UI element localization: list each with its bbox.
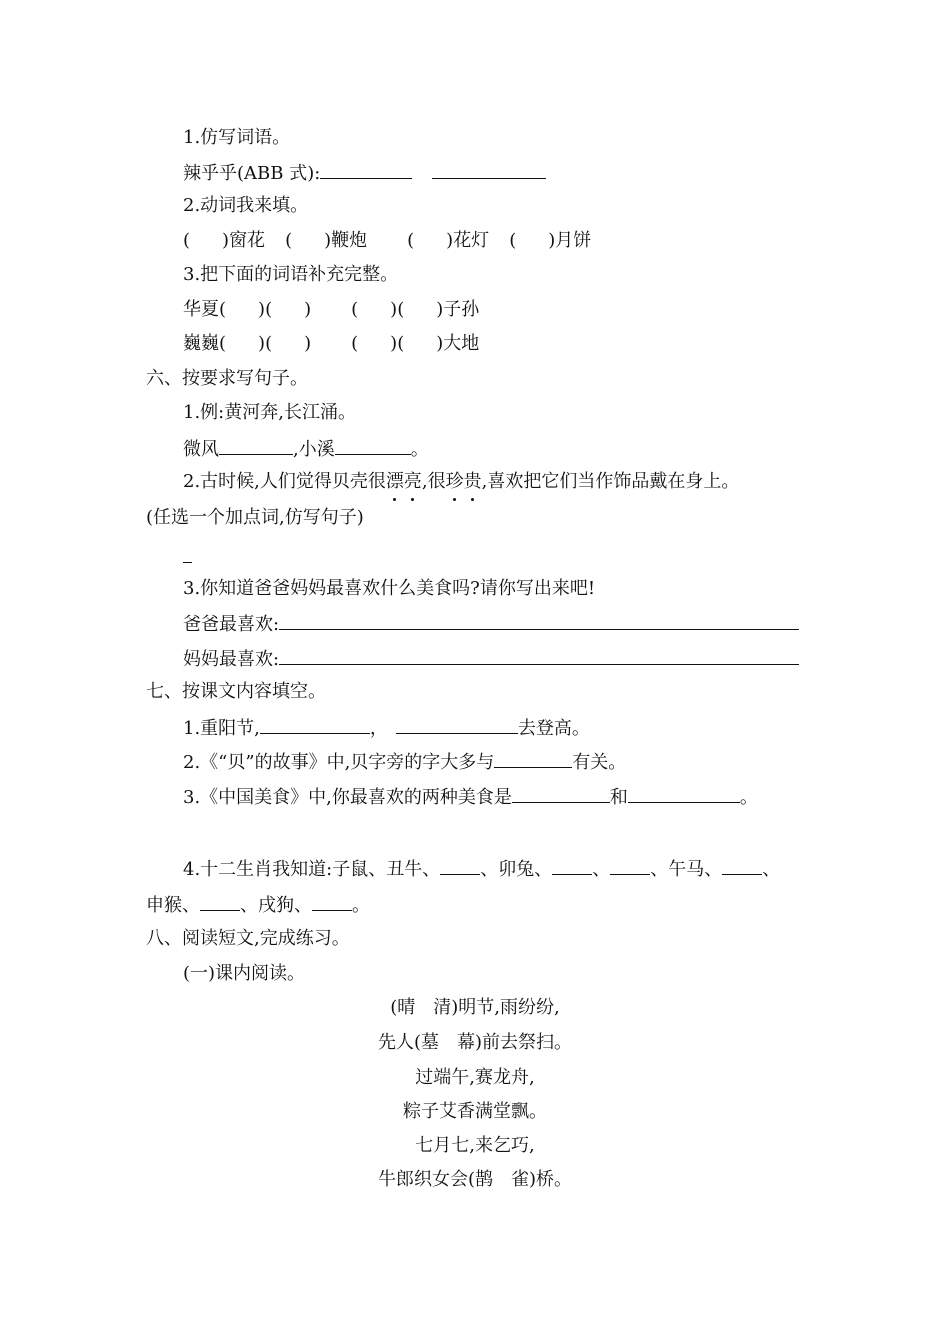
- q7-text: 、: [762, 859, 781, 880]
- answer-blank[interactable]: [610, 856, 650, 875]
- answer-blank[interactable]: [260, 715, 370, 734]
- q5-item2-title: 2.动词我来填。: [183, 195, 309, 216]
- poem-line: 牛郎织女会(鹊 雀)桥。: [377, 1169, 573, 1190]
- paren-blank[interactable]: (: [397, 299, 405, 320]
- dotted-char: 珍: [445, 471, 464, 492]
- answer-blank[interactable]: [279, 646, 799, 665]
- paren-blank[interactable]: (: [351, 333, 359, 354]
- q7-item2-row: [183, 749, 626, 775]
- q7-title: 七、按课文内容填空。: [146, 681, 326, 702]
- q6-item3-title: 3.你知道爸爸妈妈最喜欢什么美食吗?请你写出来吧!: [183, 578, 596, 599]
- poem-line: 过端午,赛龙舟,: [415, 1067, 535, 1088]
- q7-text: 3.《中国美食》中,你最喜欢的两种美食是: [183, 787, 512, 808]
- q7-text: 。: [739, 787, 758, 808]
- q7-item1-row: [183, 715, 590, 741]
- dotted-char: 贵: [463, 471, 482, 492]
- q5-item2-word: 月饼: [555, 230, 592, 251]
- answer-blank[interactable]: [335, 436, 411, 455]
- dotted-char: 亮: [403, 471, 422, 492]
- q5-item2-word: 鞭炮: [331, 230, 368, 251]
- q7-text: 、卯兔、: [480, 859, 553, 880]
- paren-blank[interactable]: (: [397, 333, 405, 354]
- q6-item1-row: [183, 436, 429, 462]
- q5-item2-word: 花灯: [453, 230, 490, 251]
- answer-blank[interactable]: [219, 436, 293, 455]
- paren-blank[interactable]: (: [351, 299, 359, 320]
- q7-text: 4.十二生肖我知道:子鼠、丑牛、: [183, 859, 441, 880]
- q5-item3-word: 巍巍: [183, 333, 219, 354]
- q8-title: 八、阅读短文,完成练习。: [146, 928, 350, 949]
- q6-item3-dad-row: [183, 611, 799, 637]
- poem-line: 七月七,来乞巧,: [415, 1135, 535, 1156]
- sentence-text: ,喜欢把它们当作饰品戴在身上。: [481, 471, 740, 492]
- paren-blank[interactable]: (: [219, 333, 227, 354]
- q5-item3-row1: 华夏( )( ) ( )( )子孙: [183, 299, 480, 320]
- paren-blank[interactable]: (: [509, 230, 517, 251]
- poem-line: 粽子艾香满堂飘。: [403, 1101, 547, 1122]
- answer-blank[interactable]: [312, 892, 352, 911]
- paren-blank[interactable]: (: [265, 333, 273, 354]
- q6-item2-answer[interactable]: [183, 546, 192, 570]
- q7-item4-row2: [146, 892, 370, 918]
- q6-item1-word: ,小溪: [293, 439, 335, 460]
- q5-item3-row2: 巍巍( )( ) ( )( )大地: [183, 333, 480, 354]
- q5-item3-word: 大地: [443, 333, 480, 354]
- answer-blank[interactable]: [200, 892, 240, 911]
- q5-item2-word: 窗花: [229, 230, 266, 251]
- q7-text: 申猴、: [146, 895, 200, 916]
- answer-blank[interactable]: [183, 550, 192, 563]
- dotted-char: 漂: [385, 471, 404, 492]
- q5-item1-title: 1.仿写词语。: [183, 127, 291, 148]
- answer-blank[interactable]: [494, 749, 572, 768]
- q5-item3-title: 3.把下面的词语补充完整。: [183, 264, 399, 285]
- q7-item4-row1: [183, 856, 780, 882]
- answer-blank[interactable]: [628, 784, 740, 803]
- paren-blank[interactable]: (: [183, 230, 191, 251]
- q6-item1-word: 微风: [183, 439, 219, 460]
- answer-blank[interactable]: [432, 160, 546, 179]
- answer-blank[interactable]: [722, 856, 762, 875]
- answer-blank[interactable]: [512, 784, 610, 803]
- answer-blank[interactable]: [440, 856, 480, 875]
- q7-text: 。: [352, 895, 370, 916]
- q8-subtitle: (一)课内阅读。: [183, 963, 306, 984]
- paren-blank[interactable]: (: [219, 299, 227, 320]
- q5-item1-row: [183, 160, 546, 186]
- q7-text: 、戌狗、: [240, 895, 312, 916]
- q6-title: 六、按要求写句子。: [146, 368, 308, 389]
- q6-item2-note: (任选一个加点词,仿写句子): [146, 507, 364, 528]
- paren-blank[interactable]: (: [285, 230, 293, 251]
- q6-item2-sentence: [183, 470, 739, 494]
- q7-text: 、: [592, 859, 611, 880]
- q7-text: ，: [369, 718, 388, 739]
- q6-item1-end: 。: [410, 439, 429, 460]
- q7-text: 和: [609, 787, 628, 808]
- q7-text: 有关。: [572, 752, 627, 773]
- q7-text: 、午马、: [650, 859, 723, 880]
- q6-item3-mom-row: [183, 646, 799, 672]
- q7-text: 去登高。: [517, 718, 590, 739]
- answer-blank[interactable]: [279, 611, 799, 630]
- answer-blank[interactable]: [396, 715, 518, 734]
- q7-text: 2.《“贝”的故事》中,贝字旁的字大多与: [183, 752, 495, 773]
- poem-line: (晴 清)明节,雨纷纷,: [390, 997, 560, 1018]
- paren-blank[interactable]: (: [407, 230, 415, 251]
- q6-dad-label: 爸爸最喜欢:: [183, 614, 280, 635]
- q5-item1-label: 辣乎乎(ABB 式):: [183, 163, 321, 184]
- paren-blank[interactable]: (: [265, 299, 273, 320]
- sentence-text: ,很: [421, 471, 446, 492]
- q5-item3-word: 华夏: [183, 299, 219, 320]
- sentence-text: 2.古时候,人们觉得贝壳很: [183, 471, 386, 492]
- q6-mom-label: 妈妈最喜欢:: [183, 649, 280, 670]
- q7-text: 1.重阳节,: [183, 718, 260, 739]
- q5-item3-word: 子孙: [443, 299, 480, 320]
- answer-blank[interactable]: [552, 856, 592, 875]
- answer-blank[interactable]: [320, 160, 412, 179]
- poem-line: 先人(墓 幕)前去祭扫。: [377, 1032, 573, 1053]
- q7-item3-row: [183, 784, 758, 810]
- q5-item2-row: ( )窗花 ( )鞭炮 ( )花灯 ( )月饼: [183, 230, 592, 251]
- q6-item1-example: 1.例:黄河奔,长江涌。: [183, 402, 356, 423]
